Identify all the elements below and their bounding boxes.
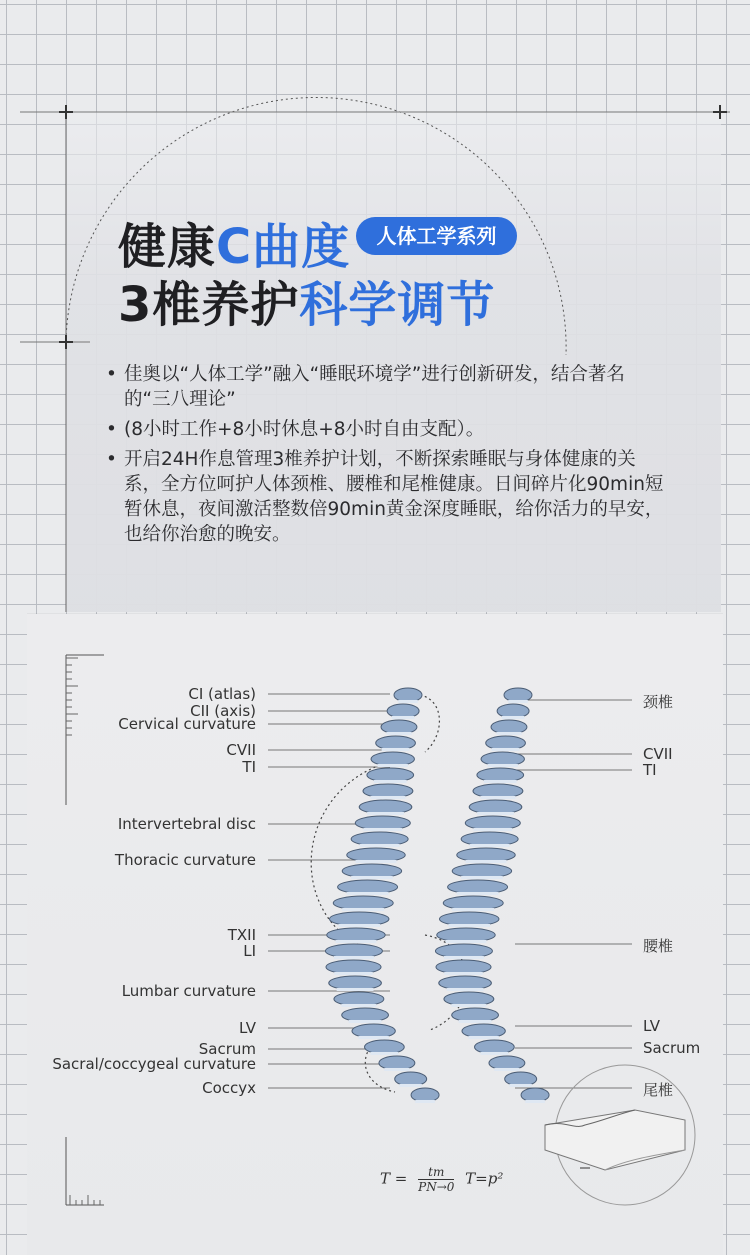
intervertebral-disc	[415, 1100, 435, 1103]
intervertebral-disc	[466, 860, 507, 863]
intervertebral-disc	[370, 1052, 398, 1055]
intervertebral-disc	[351, 876, 393, 879]
vertebra	[359, 800, 412, 814]
intervertebral-disc	[444, 956, 484, 959]
vertebra	[342, 1008, 389, 1022]
intervertebral-disc	[370, 796, 405, 799]
intervertebral-disc	[356, 860, 397, 863]
spine-label-left: CII (axis)	[190, 702, 256, 720]
title-line-1: 健康C曲度	[118, 219, 351, 275]
formula-left: T =	[380, 1169, 408, 1188]
intervertebral-disc	[470, 844, 510, 847]
vertebra	[481, 752, 524, 766]
intervertebral-disc	[384, 1068, 409, 1071]
formula-denominator: PN→0	[418, 1180, 455, 1194]
intervertebral-disc	[494, 1068, 519, 1071]
spine-label-left: Cervical curvature	[118, 715, 256, 733]
intervertebral-disc	[448, 924, 490, 927]
vertebra	[326, 960, 381, 974]
intervertebral-disc	[342, 908, 384, 911]
vertebra	[477, 768, 524, 782]
vertebra	[452, 864, 511, 878]
intervertebral-disc	[360, 844, 400, 847]
vertebra	[351, 832, 408, 846]
spine-label-right: CVII	[643, 745, 673, 763]
vertebra	[443, 896, 503, 910]
spine-label-left: Sacrum	[198, 1040, 256, 1058]
spine-label-left: LV	[239, 1019, 256, 1037]
spine-label-left: Coccyx	[202, 1079, 256, 1097]
intervertebral-disc	[496, 732, 521, 735]
spine-label-left: Lumbar curvature	[121, 982, 256, 1000]
vertebra	[387, 704, 419, 718]
intervertebral-disc	[459, 1020, 492, 1023]
vertebra	[338, 880, 398, 894]
intervertebral-disc	[347, 892, 389, 895]
vertebra	[505, 1072, 537, 1086]
vertebra	[474, 1040, 514, 1054]
vertebra	[504, 688, 532, 702]
spine-label-left: Thoracic curvature	[114, 851, 256, 869]
intervertebral-disc	[461, 876, 503, 879]
spine-label-right: Sacrum	[643, 1039, 701, 1057]
intervertebral-disc	[367, 812, 404, 815]
intervertebral-disc	[509, 1084, 531, 1087]
intervertebral-disc	[399, 1084, 421, 1087]
intervertebral-disc	[336, 940, 377, 943]
list-item: • 开启24H作息管理3椎养护计划，不断探索睡眠与身体健康的关系，全方位呵护人体颈椎、腰椎和尾椎健康。日间碎片化90min短暂休息，夜间激活整数倍90min黄金深度睡眠，给你活力的早安，也给你治愈的晚安。	[106, 449, 664, 545]
vertebra	[469, 800, 522, 814]
vertebra	[461, 832, 518, 846]
vertebra	[440, 912, 499, 926]
vertebra	[333, 896, 393, 910]
formula-numerator: tm	[418, 1165, 454, 1180]
vertebra	[325, 944, 382, 958]
vertebra	[444, 992, 494, 1006]
vertebra	[355, 816, 410, 830]
intervertebral-disc	[392, 716, 414, 719]
vertebra	[367, 768, 414, 782]
vertebra	[364, 1040, 404, 1054]
intervertebral-disc	[480, 1052, 508, 1055]
vertebra	[489, 1056, 525, 1070]
vertebra	[521, 1088, 549, 1102]
spine-label-right: 尾椎	[643, 1081, 674, 1099]
spine-label-left: Intervertebral disc	[117, 815, 256, 833]
series-badge: 人体工学系列	[356, 217, 517, 255]
spine-label-left: CVII	[226, 741, 256, 759]
intervertebral-disc	[398, 700, 418, 703]
intervertebral-disc	[334, 972, 373, 975]
intervertebral-disc	[474, 828, 513, 831]
list-item: • (8小时工作+8小时休息+8小时自由支配）。	[106, 419, 485, 440]
spine-label-right: 腰椎	[643, 937, 674, 955]
vertebra	[347, 848, 405, 862]
intervertebral-disc	[374, 780, 407, 783]
intervertebral-disc	[480, 796, 515, 799]
title-line-2: 3椎养护科学调节	[118, 277, 496, 333]
vertebra	[473, 784, 523, 798]
intervertebral-disc	[337, 988, 374, 991]
vertebra	[329, 976, 382, 990]
vertebra	[491, 720, 527, 734]
intervertebral-disc	[358, 1036, 388, 1039]
vertebra	[486, 736, 526, 750]
spine-label-left: TI	[242, 758, 256, 776]
intervertebral-disc	[492, 748, 520, 751]
intervertebral-disc	[452, 908, 494, 911]
vertebra	[381, 720, 417, 734]
intervertebral-disc	[447, 988, 484, 991]
vertebra	[435, 944, 492, 958]
vertebra	[452, 1008, 499, 1022]
intervertebral-disc	[484, 780, 517, 783]
formula-right: T=p²	[465, 1169, 504, 1188]
intervertebral-disc	[446, 940, 487, 943]
vertebra	[352, 1024, 395, 1038]
intervertebral-disc	[386, 732, 411, 735]
vertebra	[342, 864, 401, 878]
spine-label-left: CI (atlas)	[188, 685, 256, 703]
vertebra	[376, 736, 416, 750]
vertebra	[436, 960, 491, 974]
intervertebral-disc	[382, 748, 410, 751]
intervertebral-disc	[349, 1020, 382, 1023]
vertebra	[334, 992, 384, 1006]
intervertebral-disc	[457, 892, 499, 895]
vertebra	[465, 816, 520, 830]
vertebra	[462, 1024, 505, 1038]
formula	[380, 1165, 503, 1194]
vertebra	[448, 880, 508, 894]
intervertebral-disc	[341, 1004, 376, 1007]
spine-label-left: Sacral/coccygeal curvature	[52, 1055, 256, 1073]
intervertebral-disc	[334, 956, 374, 959]
vertebra	[327, 928, 385, 942]
vertebra	[457, 848, 515, 862]
intervertebral-disc	[378, 764, 408, 767]
vertebra	[437, 928, 495, 942]
intervertebral-disc	[444, 972, 483, 975]
vertebra	[497, 704, 529, 718]
intervertebral-disc	[488, 764, 518, 767]
vertebra	[363, 784, 413, 798]
spine-label-left: LI	[243, 942, 256, 960]
intervertebral-disc	[477, 812, 514, 815]
vertebra	[394, 688, 422, 702]
intervertebral-disc	[451, 1004, 486, 1007]
intervertebral-disc	[502, 716, 524, 719]
vertebra	[330, 912, 389, 926]
spine-label-right: 颈椎	[643, 693, 674, 711]
vertebra	[439, 976, 492, 990]
spine-label-left: TXII	[227, 926, 256, 944]
vertebra	[395, 1072, 427, 1086]
vertebra	[371, 752, 414, 766]
intervertebral-disc	[468, 1036, 498, 1039]
spine-right	[435, 688, 549, 1103]
spine-label-right: LV	[643, 1017, 660, 1035]
vertebra	[411, 1088, 439, 1102]
list-item: • 佳奥以“人体工学”融入“睡眠环境学”进行创新研发，结合著名的“三八理论”	[106, 364, 625, 410]
intervertebral-disc	[525, 1100, 545, 1103]
intervertebral-disc	[508, 700, 528, 703]
vertebra	[379, 1056, 415, 1070]
intervertebral-disc	[364, 828, 403, 831]
intervertebral-disc	[338, 924, 380, 927]
spine-label-right: TI	[643, 761, 657, 779]
